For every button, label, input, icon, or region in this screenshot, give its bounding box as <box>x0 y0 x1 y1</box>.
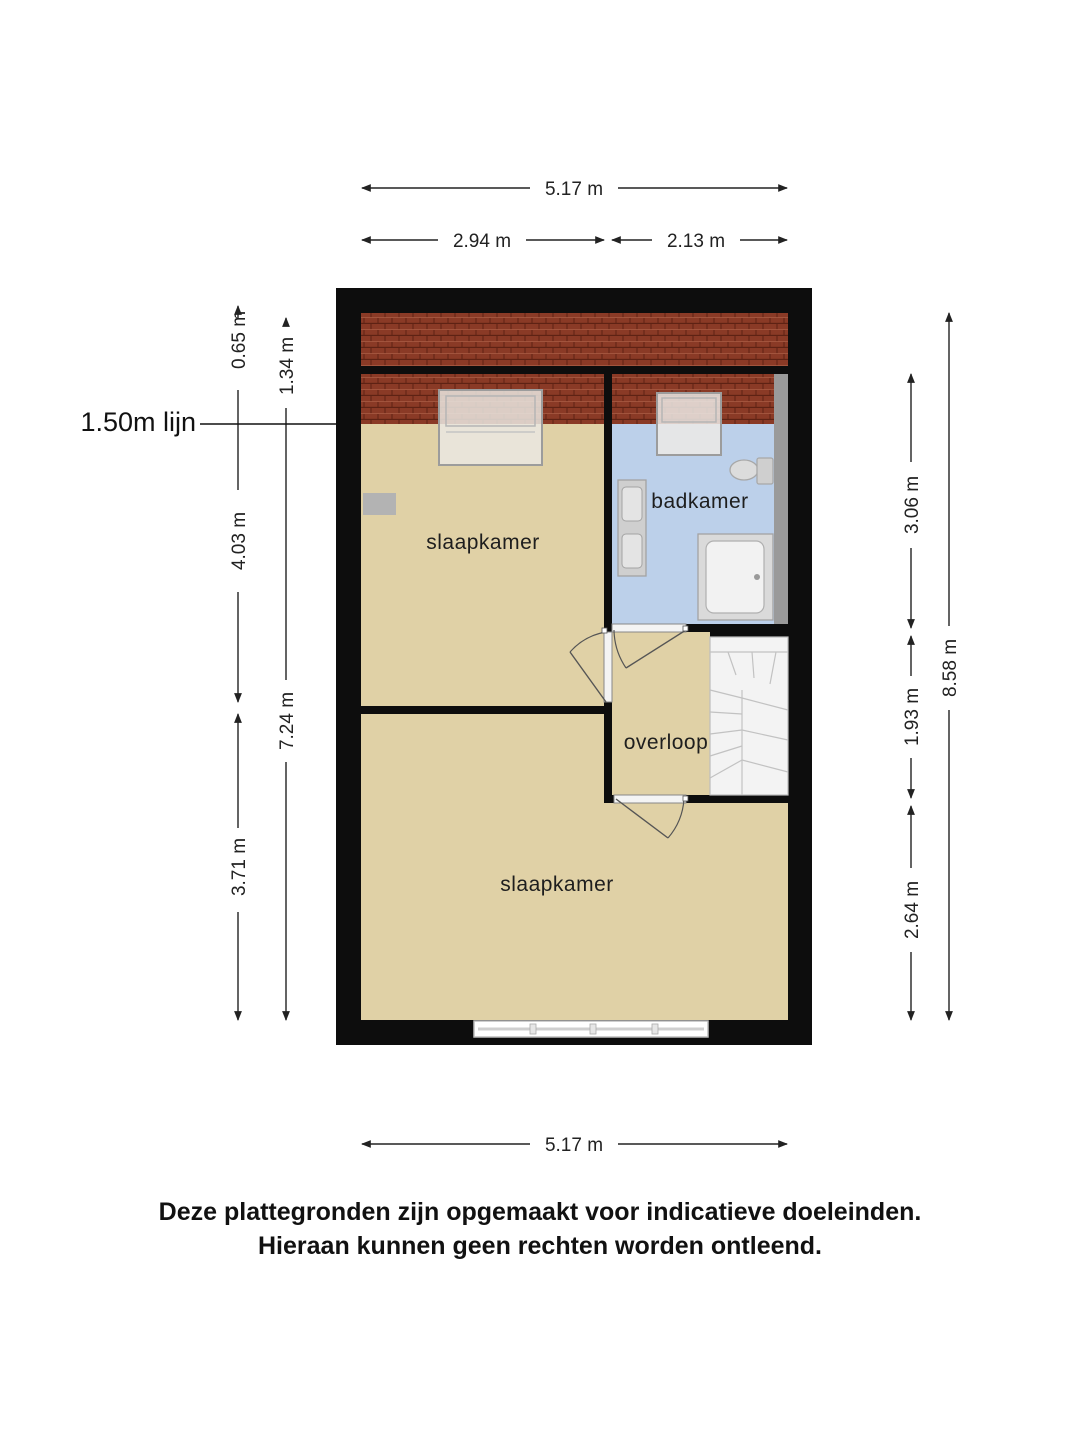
dim-top-left: 2.94 m <box>452 231 512 252</box>
disclaimer-line-2: Hieraan kunnen geen rechten worden ontleend. <box>258 1232 822 1260</box>
room-label-landing: overloop <box>623 731 709 754</box>
dim-right-a-top: 3.06 m <box>902 475 923 535</box>
staircase <box>710 637 788 795</box>
dim-right-b-total: 8.58 m <box>940 638 961 698</box>
wall-vertical-left-lower <box>604 702 612 803</box>
wall-vertical-left-upper <box>604 374 612 632</box>
room-label-bathroom: badkamer <box>651 490 749 513</box>
room-label-bedroom-bottom: slaapkamer <box>500 873 614 896</box>
dim-right-a-bottom: 2.64 m <box>902 880 923 940</box>
wall-landing-bottom-right <box>686 795 788 803</box>
dim-bottom-total: 5.17 m <box>544 1135 604 1156</box>
room-label-bedroom-top: slaapkamer <box>426 531 540 554</box>
bedroom-top-floor <box>361 424 604 706</box>
wall-landing-bottom-left <box>604 795 614 803</box>
bathroom-wall-strip <box>774 374 788 624</box>
dim-left-a-mid: 4.03 m <box>229 511 250 571</box>
wall-bath-bottom <box>686 624 788 632</box>
disclaimer <box>0 1195 1080 1263</box>
wall-bedroom-divider <box>361 706 608 714</box>
height-line-label: 1.50m lijn <box>80 407 196 437</box>
dim-left-a-top: 0.65 m <box>229 310 250 370</box>
roof-tiles-top <box>361 313 788 366</box>
dim-left-b-main: 7.24 m <box>277 691 298 751</box>
disclaimer-line-1: Deze plattegronden zijn opgemaakt voor indicatieve doeleinden. <box>158 1198 922 1226</box>
skylight-right <box>657 393 721 455</box>
skylight-left <box>439 390 542 465</box>
dim-left-a-bottom: 3.71 m <box>229 837 250 897</box>
dim-left-b-top: 1.34 m <box>277 336 298 396</box>
dim-top-right: 2.13 m <box>666 231 726 252</box>
bathtub <box>698 534 773 620</box>
double-sink <box>618 480 646 576</box>
radiator <box>363 493 396 515</box>
dim-right-a-mid: 1.93 m <box>902 687 923 747</box>
wall-roof-divider <box>361 366 788 374</box>
dim-top-total: 5.17 m <box>544 179 604 200</box>
